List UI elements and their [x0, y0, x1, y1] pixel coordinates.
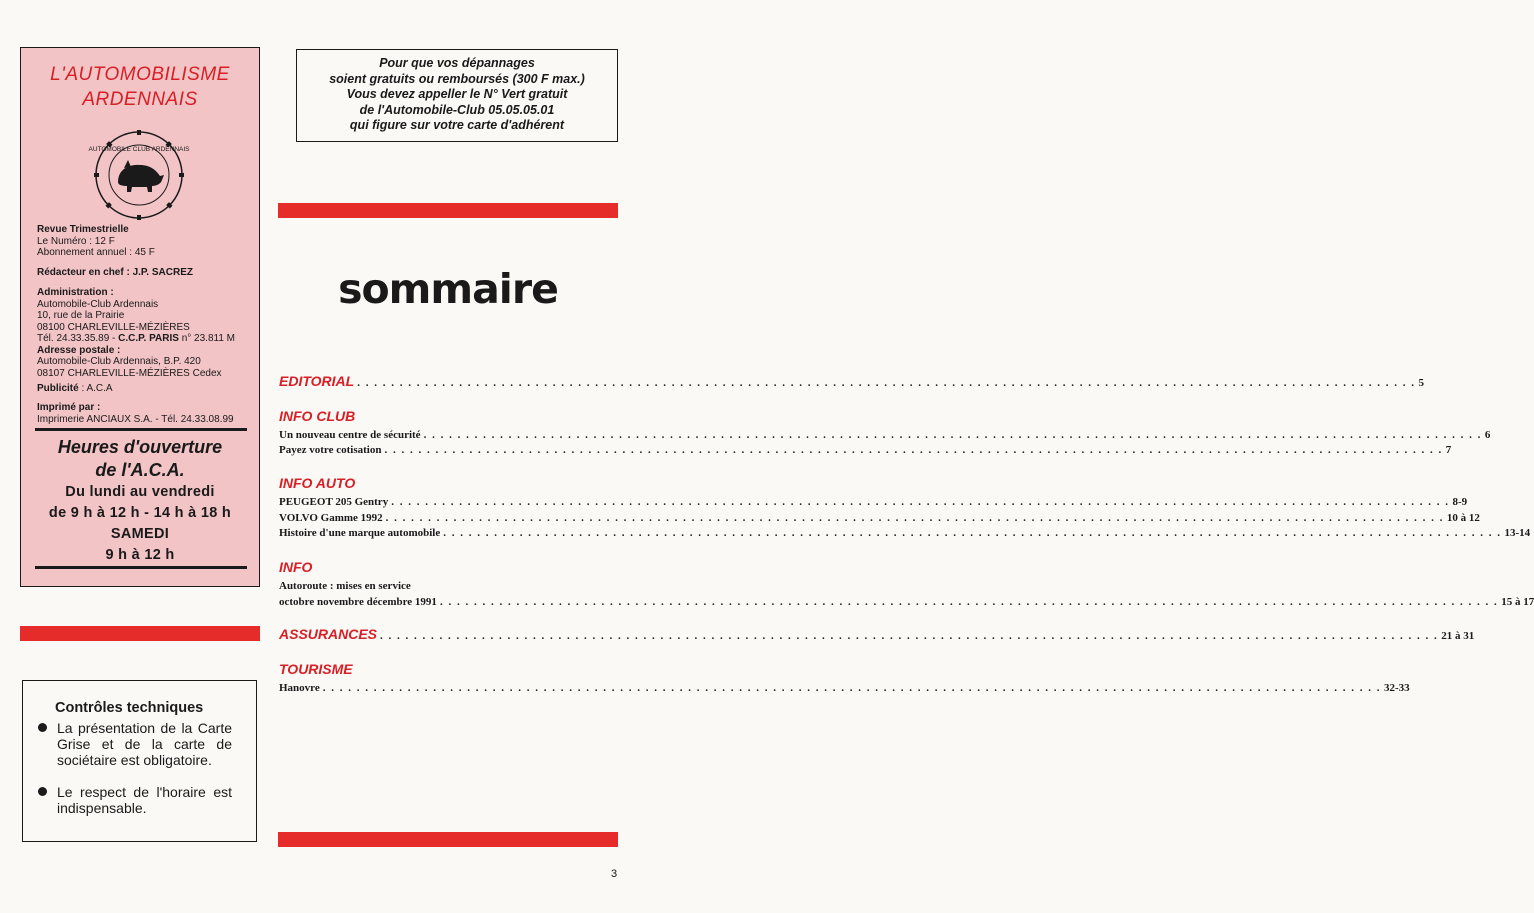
- publication-info: [37, 224, 155, 259]
- toc-info-line1: Autoroute : mises en service: [279, 580, 411, 592]
- toc-leader: [384, 444, 1442, 456]
- subscription-price: Abonnement annuel : 45 F: [37, 247, 155, 258]
- contents-title: sommaire: [338, 265, 558, 313]
- hours-saturday-times: 9 h à 12 h: [105, 547, 175, 563]
- controls-item-1: [57, 720, 232, 768]
- magazine-title-line2: ARDENNAIS: [82, 89, 198, 110]
- toc-item-label: Histoire d'une marque automobile: [279, 527, 441, 539]
- bullet-icon: [38, 787, 47, 796]
- editor-in-chief: Rédacteur en chef : J.P. SACREZ: [37, 267, 193, 278]
- toc-leader: [440, 596, 1498, 608]
- toc-item-page: 7: [1445, 444, 1452, 456]
- toc-item-label: Hanovre: [279, 682, 320, 694]
- toc-item-page: 8-9: [1452, 496, 1468, 508]
- advertising-label: Publicité: [37, 383, 79, 394]
- toc-item[interactable]: [279, 682, 1410, 694]
- advertising-value: : A.C.A: [78, 383, 113, 394]
- magazine-title-line1: L'AUTOMOBILISME: [50, 64, 230, 85]
- toc-item-label: VOLVO Gamme 1992: [279, 512, 383, 524]
- toc-item-label: Un nouveau centre de sécurité: [279, 429, 421, 441]
- toc-leader: [357, 377, 1415, 389]
- toc-item-page: 15 à 17: [1501, 596, 1534, 608]
- magazine-title: [21, 62, 259, 112]
- controls-title: Contrôles techniques: [55, 700, 204, 716]
- toc-item-label: Payez votre cotisation: [279, 444, 382, 456]
- toc-leader: [424, 429, 1482, 441]
- controls-item-2: [57, 784, 232, 816]
- controls-item-text: La présentation de la Carte Grise et de la carte de sociétaire est obligatoire.: [57, 720, 232, 768]
- admin-city: 08100 CHARLEVILLE-MÉZIÈRES: [37, 321, 190, 333]
- notice-line4: de l'Automobile-Club 05.05.05.01: [359, 102, 555, 117]
- notice-line5: qui figure sur votre carte d'adhérent: [349, 118, 565, 133]
- admin-street: 10, rue de la Prairie: [37, 310, 125, 321]
- toc-item[interactable]: [279, 527, 1531, 539]
- toc-leader: [323, 682, 1381, 694]
- section-info-auto: INFO AUTO: [279, 475, 356, 491]
- controls-item-text: Le respect de l'horaire est indispensable.: [57, 784, 232, 816]
- opening-hours: [21, 436, 259, 566]
- toc-item-label: PEUGEOT 205 Gentry: [279, 496, 389, 508]
- red-bar-left: [20, 626, 260, 641]
- toc-item-label: octobre novembre décembre 1991: [279, 596, 437, 608]
- hours-title-line1: Heures d'ouverture: [57, 437, 223, 457]
- toc-item[interactable]: [279, 596, 1534, 608]
- hours-weekdays: Du lundi au vendredi: [65, 484, 215, 500]
- toc-item-page: 32-33: [1384, 682, 1410, 694]
- hours-title-line2: de l'A.C.A.: [95, 460, 185, 480]
- assistance-notice: [296, 49, 618, 142]
- administration-info: [37, 287, 235, 379]
- toc-leader: [391, 496, 1449, 508]
- toc-item-page: 6: [1484, 429, 1491, 441]
- admin-phone-ccp: [37, 333, 235, 345]
- revue-label: Revue Trimestrielle: [37, 224, 129, 235]
- printer-label: Imprimé par :: [37, 402, 101, 413]
- hours-weekday-times: de 9 h à 12 h - 14 h à 18 h: [48, 505, 232, 521]
- controls-box: [22, 680, 257, 842]
- postal-line1: Automobile-Club Ardennais, B.P. 420: [37, 356, 201, 367]
- logo-text: AUTOMOBILE CLUB ARDENNAIS: [88, 146, 190, 153]
- divider-top: [35, 428, 247, 431]
- toc-editorial-label: EDITORIAL: [279, 373, 355, 389]
- toc-assurances-label: ASSURANCES: [279, 626, 378, 642]
- bullet-icon: [38, 723, 47, 732]
- toc-editorial-page: 5: [1418, 377, 1424, 389]
- toc-item-page: 10 à 12: [1446, 512, 1480, 524]
- advertising-info: [37, 383, 113, 395]
- price-per-issue: Le Numéro : 12 F: [37, 235, 115, 247]
- notice-line3: Vous devez appeller le N° Vert gratuit: [346, 87, 568, 102]
- admin-ccp-number: n° 23.811 M: [178, 333, 236, 344]
- toc-item[interactable]: [279, 429, 1491, 441]
- printer-value: Imprimerie ANCIAUX S.A. - Tél. 24.33.08.99: [37, 413, 234, 425]
- red-bar-bottom: [278, 832, 618, 847]
- section-tourisme: TOURISME: [279, 661, 353, 677]
- postal-label: Adresse postale :: [37, 344, 121, 356]
- toc-item-page: 13-14: [1504, 527, 1531, 539]
- hours-title: [21, 436, 259, 482]
- printer-info: [37, 402, 234, 425]
- red-bar-top: [278, 203, 618, 218]
- postal-line2: 08107 CHARLEVILLE-MÉZIÈRES Cedex: [37, 367, 222, 379]
- page-number: 3: [611, 868, 618, 880]
- toc-leader: [386, 512, 1444, 524]
- notice-line1: Pour que vos dépannages: [379, 56, 535, 70]
- toc-item[interactable]: [279, 496, 1468, 508]
- toc-assurances-page: 21 à 31: [1441, 630, 1475, 642]
- editor-info: [37, 267, 193, 279]
- toc-item[interactable]: [279, 512, 1480, 524]
- masthead-box: [20, 47, 260, 587]
- hours-saturday: SAMEDI: [110, 526, 170, 542]
- toc-editorial[interactable]: [279, 373, 1424, 389]
- admin-phone: Tél. 24.33.35.89 -: [37, 333, 119, 344]
- toc-item[interactable]: [279, 444, 1452, 456]
- divider-bottom: [35, 566, 247, 569]
- automobile-club-logo: [88, 130, 190, 220]
- toc-assurances[interactable]: [279, 626, 1475, 642]
- admin-name: Automobile-Club Ardennais: [37, 298, 159, 310]
- admin-label: Administration :: [37, 287, 114, 298]
- toc-leader: [380, 630, 1438, 642]
- section-info-club: INFO CLUB: [279, 408, 356, 424]
- notice-line2: soient gratuits ou remboursés (300 F max.): [329, 71, 585, 86]
- toc-leader: [443, 527, 1501, 539]
- section-info: INFO: [279, 559, 313, 575]
- admin-ccp-label: C.C.P. PARIS: [118, 333, 179, 344]
